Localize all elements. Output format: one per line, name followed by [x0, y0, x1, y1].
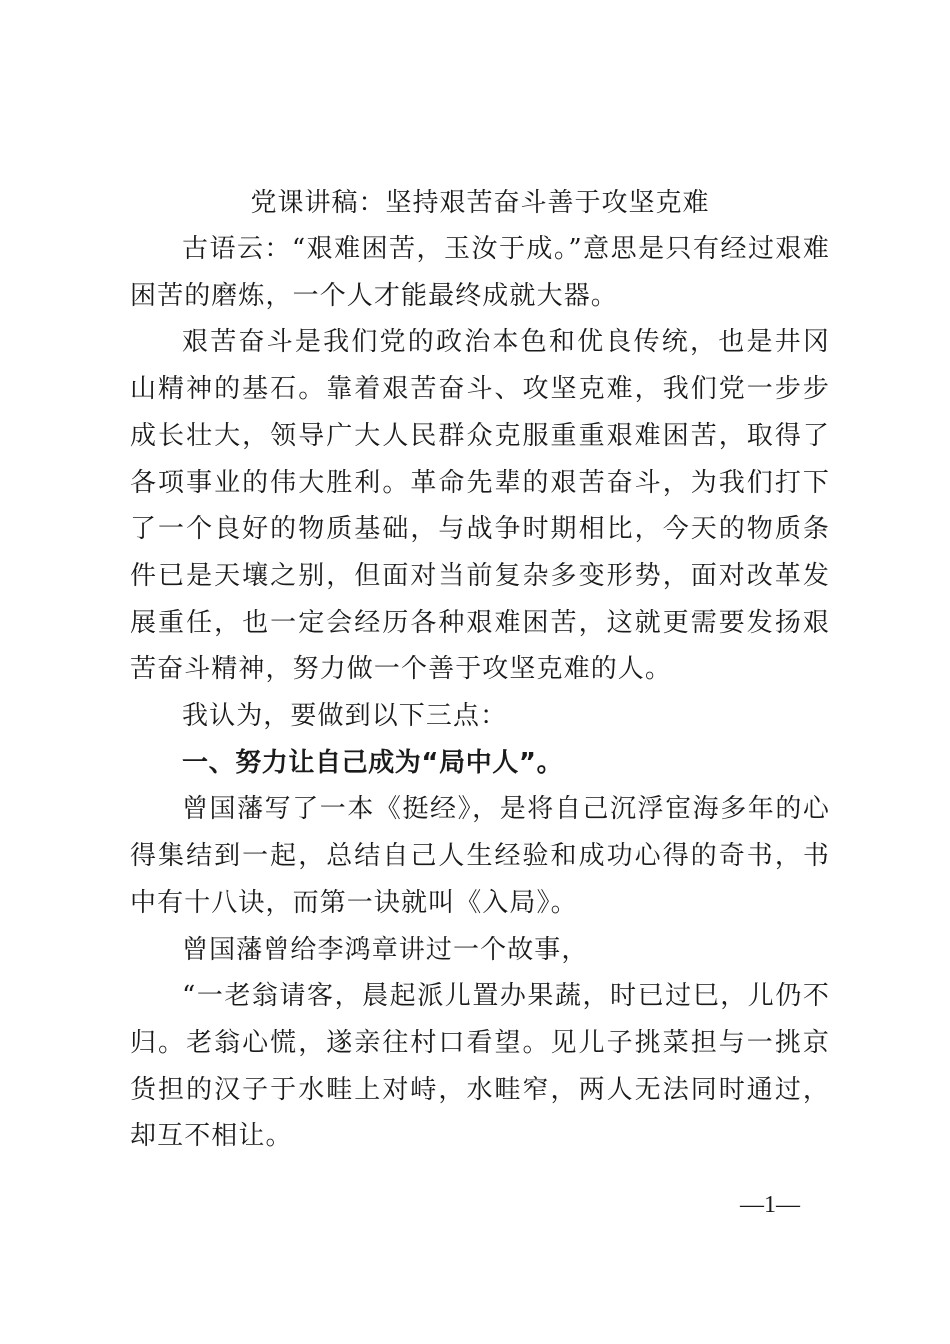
- paragraph-intro: 古语云：“艰难困苦，玉汝于成。”意思是只有经过艰难困苦的磨炼，一个人才能最终成就大器。: [130, 234, 830, 311]
- paragraph-story: “一老翁请客，晨起派儿置办果蔬，时已过巳，儿仍不归。老翁心慌，遂亲往村口看望。见儿子挑菜担与一挑京货担的汉子于水畦上对峙，水畦窄，两人无法同时通过，却互不相让。: [130, 981, 830, 1152]
- paragraph-story-intro: 曾国藩曾给李鸿章讲过一个故事，: [182, 934, 589, 965]
- page-number: —1—: [740, 1192, 800, 1218]
- paragraph-zeng-guofan: 曾国藩写了一本《挺经》，是将自己沉浮宦海多年的心得集结到一起，总结自己人生经验和成功心得的奇书，书中有十八诀，而第一诀就叫《入局》。: [130, 794, 830, 918]
- section-heading-1: 一、努力让自己成为“局中人”。: [182, 747, 564, 778]
- document-title: 党课讲稿：坚持艰苦奋斗善于攻坚克难: [250, 188, 710, 218]
- paragraph-three-points: 我认为，要做到以下三点：: [182, 701, 508, 732]
- document-body: [130, 226, 830, 1160]
- paragraph-hard-work: 艰苦奋斗是我们党的政治本色和优良传统，也是井冈山精神的基石。靠着艰苦奋斗、攻坚克难，我们党一步步成长壮大，领导广大人民群众克服重重艰难困苦，取得了各项事业的伟大胜利。革命先辈的艰苦奋斗，为我们打下了一个良好的物质基础，与战争时期相比，今天的物质条件已是天壤之别，但面对当前复杂多变形势，面对改革发展重任，也一定会经历各种艰难困苦，这就更需要发扬艰苦奋斗精神，努力做一个善于攻坚克难的人。: [130, 327, 830, 685]
